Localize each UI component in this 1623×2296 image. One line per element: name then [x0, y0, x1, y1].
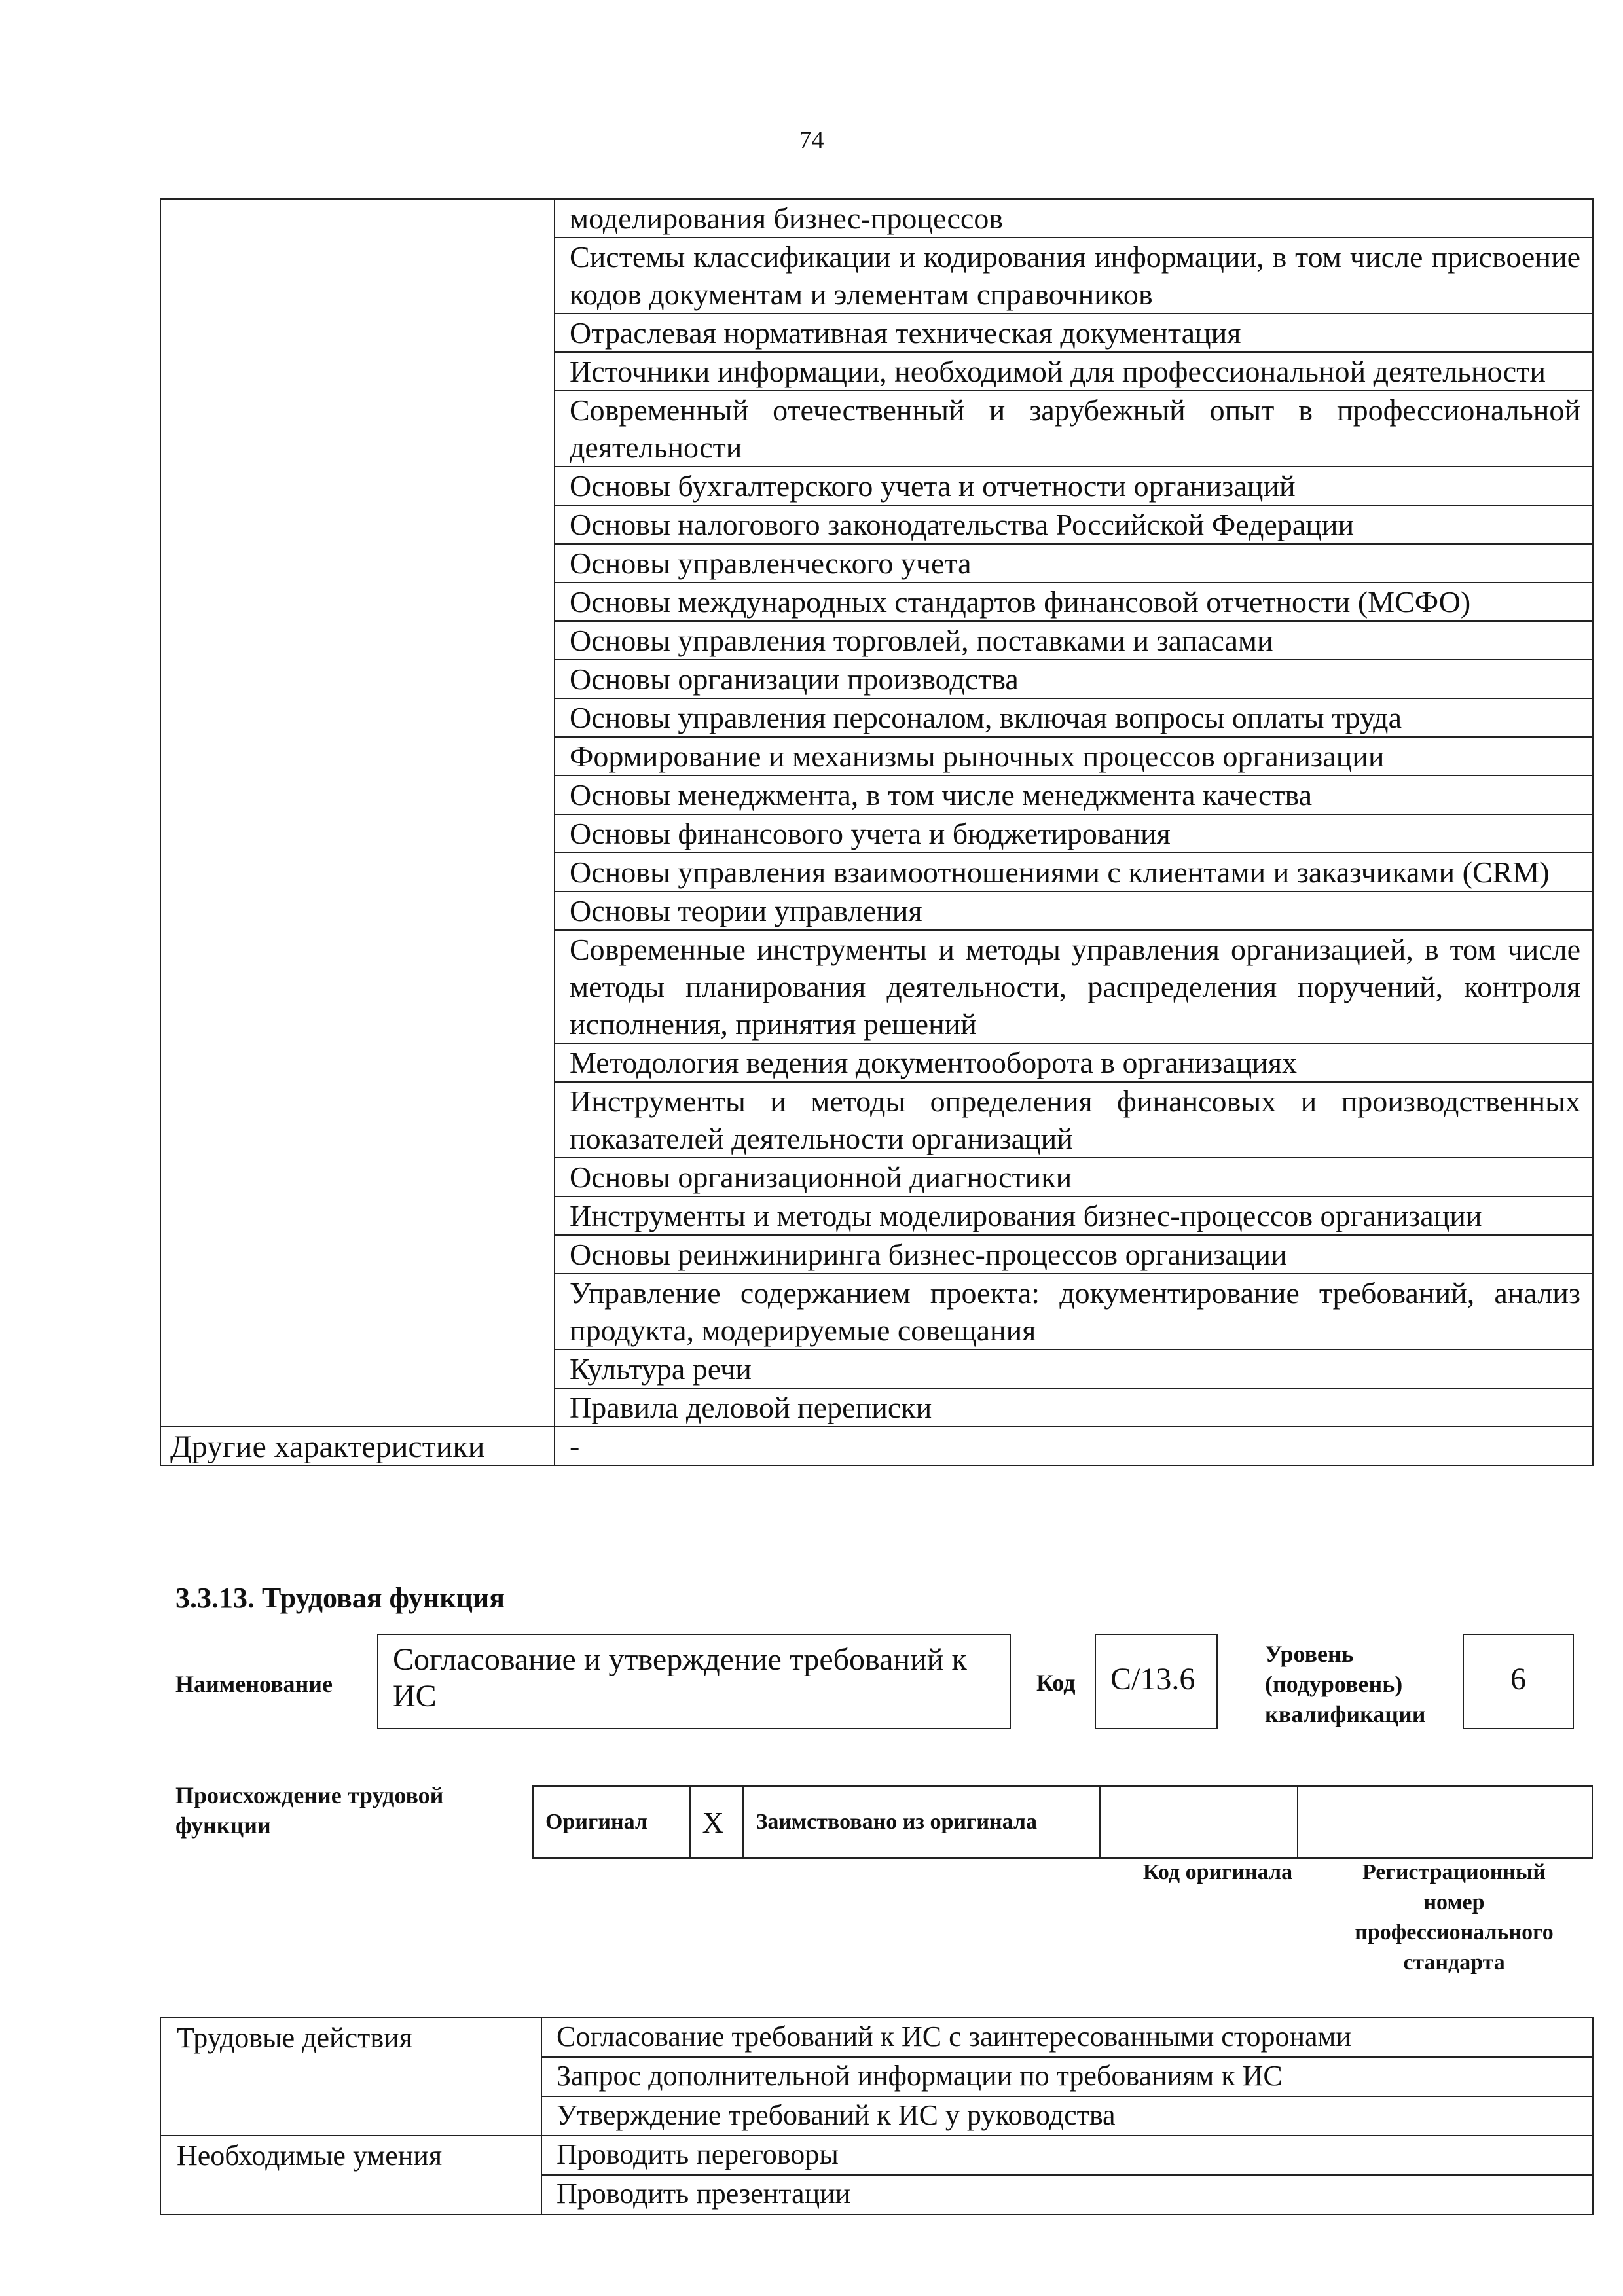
knowledge-item: Основы управления торговлей, поставками и запасами	[555, 621, 1593, 660]
knowledge-item: Формирование и механизмы рыночных процессов организации	[555, 737, 1593, 776]
knowledge-item: Основы бухгалтерского учета и отчетности организаций	[555, 467, 1593, 505]
knowledge-item: Основы менеджмента, в том числе менеджмента качества	[555, 776, 1593, 814]
name-value: Согласование и утверждение требований к ИС	[393, 1642, 967, 1713]
code-original-cell	[1100, 1786, 1298, 1858]
code-original-label: Код оригинала	[1142, 1860, 1293, 1884]
page-number: 74	[799, 126, 824, 154]
level-label: Уровень (подуровень) квалификации	[1265, 1641, 1426, 1727]
skill-item: Проводить презентации	[541, 2175, 1593, 2214]
knowledge-item: Основы налогового законодательства Российской Федерации	[555, 505, 1593, 544]
knowledge-item: Основы организационной диагностики	[555, 1158, 1593, 1196]
origin-table	[532, 1785, 1593, 1859]
name-label: Наименование	[175, 1671, 333, 1697]
origin-label: Происхождение трудовой функции	[175, 1782, 444, 1839]
actions-table	[160, 2017, 1594, 2215]
knowledge-item: Основы реинжиниринга бизнес-процессов организации	[555, 1235, 1593, 1274]
knowledge-item: Правила деловой переписки	[555, 1388, 1593, 1427]
knowledge-item: Основы международных стандартов финансовой отчетности (МСФО)	[555, 583, 1593, 621]
knowledge-item: Основы теории управления	[555, 891, 1593, 930]
skill-item: Проводить переговоры	[541, 2136, 1593, 2175]
knowledge-item: Инструменты и методы моделирования бизнес-процессов организации	[555, 1196, 1593, 1235]
original-mark: X	[690, 1786, 744, 1858]
section-title: 3.3.13. Трудовая функция	[175, 1582, 505, 1614]
knowledge-item: Современный отечественный и зарубежный опыт в профессиональной деятельности	[555, 391, 1593, 467]
knowledge-item: Современные инструменты и методы управления организацией, в том числе методы планирования деятельности, распределения поручений, контроля исполнения, принятия решений	[555, 930, 1593, 1043]
reg-number-cell	[1298, 1786, 1592, 1858]
other-characteristics-label: Другие характеристики	[160, 1427, 555, 1465]
knowledge-table	[160, 198, 1594, 1466]
knowledge-item: Отраслевая нормативная техническая документация	[555, 314, 1593, 352]
original-label: Оригинал	[533, 1786, 690, 1858]
knowledge-item: Основы управления персоналом, включая вопросы оплаты труда	[555, 698, 1593, 737]
reg-number-label: Регистрационный номер профессионального стандарта	[1355, 1860, 1554, 1975]
knowledge-item: Инструменты и методы определения финансовых и производственных показателей деятельности организаций	[555, 1082, 1593, 1158]
knowledge-item: Основы финансового учета и бюджетирования	[555, 814, 1593, 853]
labor-action-item: Утверждение требований к ИС у руководства	[541, 2096, 1593, 2136]
knowledge-item: Культура речи	[555, 1350, 1593, 1388]
code-box	[1095, 1634, 1218, 1729]
labor-action-item: Запрос дополнительной информации по требованиям к ИС	[541, 2057, 1593, 2096]
knowledge-item: Основы управленческого учета	[555, 544, 1593, 583]
level-box	[1463, 1634, 1574, 1729]
name-box	[377, 1634, 1011, 1729]
code-value: C/13.6	[1110, 1662, 1195, 1696]
knowledge-item: Системы классификации и кодирования информации, в том числе присвоение кодов документам и элементам справочников	[555, 238, 1593, 314]
knowledge-item: моделирования бизнес-процессов	[555, 199, 1593, 238]
knowledge-label-cell	[160, 199, 555, 1427]
knowledge-item: Основы организации производства	[555, 660, 1593, 698]
borrowed-label: Заимствовано из оригинала	[743, 1786, 1099, 1858]
knowledge-item: Управление содержанием проекта: документирование требований, анализ продукта, модерируемые совещания	[555, 1274, 1593, 1350]
code-label: Код	[1036, 1670, 1076, 1696]
knowledge-item: Источники информации, необходимой для профессиональной деятельности	[555, 352, 1593, 391]
level-value: 6	[1510, 1662, 1526, 1696]
other-characteristics-value: -	[555, 1427, 1593, 1465]
knowledge-item: Методология ведения документооборота в организациях	[555, 1043, 1593, 1082]
skills-label: Необходимые умения	[160, 2136, 541, 2214]
labor-actions-label: Трудовые действия	[160, 2018, 541, 2136]
labor-action-item: Согласование требований к ИС с заинтересованными сторонами	[541, 2018, 1593, 2057]
knowledge-item: Основы управления взаимоотношениями с клиентами и заказчиками (CRM)	[555, 853, 1593, 891]
